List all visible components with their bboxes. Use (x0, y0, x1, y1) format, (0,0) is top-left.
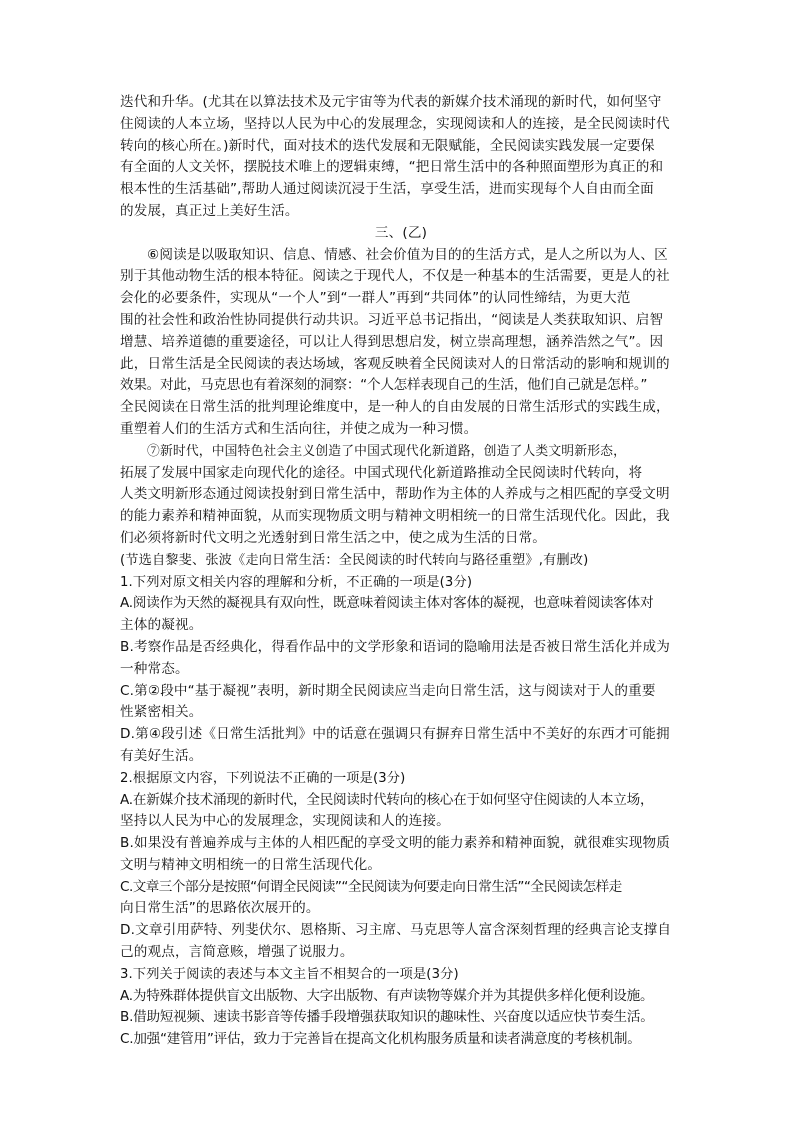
text-line: 重塑着人们的生活方式和生活向往，并使之成为一种习惯。 (120, 420, 478, 437)
text-line: ⑥阅读是以吸取知识、信息、情感、社会价值为目的的生活方式，是人之所以为人、区 (147, 246, 668, 263)
option-d: D.第④段引述《日常生活批判》中的话意在强调只有摒弃日常生活中不美好的东西才可能拥 (120, 726, 670, 743)
text-line: 拓展了发展中国家走向现代化的途径。中国式现代化新道路推动全民阅读时代转向，将 (120, 464, 643, 481)
option-c: C.第②段中“基于凝视”表明，新时期全民阅读应当走向日常生活，这与阅读对于人的重要 (120, 682, 656, 699)
question-1 (120, 572, 682, 768)
text-line: 效果。对此，马克思也有着深刻的洞察：“个人怎样表现自己的生活，他们自己就是怎样。” (120, 377, 648, 394)
option-c-cont: 向日常生活”的思路依次展开的。 (120, 900, 320, 917)
text-line: 围的社会性和政治性协同提供行动共识。习近平总书记指出，“阅读是人类获取知识、启智 (120, 311, 664, 328)
text-line: ⑦新时代，中国特色社会主义创造了中国式现代化新道路，创造了人类文明新形态， (147, 443, 627, 459)
option-b: B.考察作品是否经典化，得看作品中的文学形象和语词的隐喻用法是否被日常生活化并成为 (120, 638, 670, 655)
passage-a-tail (120, 92, 682, 223)
option-c: C.文章三个部分是按照“何谓全民阅读”“全民阅读为何要走向日常生活”“全民阅读怎样走 (120, 878, 622, 895)
option-b: B.如果没有普遍养成与主体的人相匹配的享受文明的能力素养和精神面貌，就很难实现物质 (120, 835, 670, 852)
paragraph-6 (120, 245, 682, 441)
text-line: 增慧、培养道德的重要途径，可以让人得到思想启发，树立崇高理想，涵养浩然之气”。因 (120, 333, 664, 350)
option-a-cont: 主体的凝视。 (120, 617, 203, 634)
option-c: C.加强“建管用”评估，致力于完善旨在提高文化机构服务质量和读者满意度的考核机制。 (120, 1031, 641, 1048)
text-line: 转向的核心所在。)新时代，面对技术的迭代发展和无限赋能，全民阅读实践发展一定要保 (120, 137, 655, 154)
text-line: 住阅读的人本立场，坚持以人民为中心的发展理念，实现阅读和人的连接，是全民阅读时代 (120, 115, 670, 132)
question-3 (120, 964, 682, 1051)
source-note: (节选自黎斐、张波《走向日常生活：全民阅读的时代转向与路径重塑》,有删改) (120, 552, 589, 568)
text-line: 全民阅读在日常生活的批判理论维度中，是一种人的自由发展的日常生活形式的实践生成， (120, 399, 670, 416)
text-line: 们必须将新时代文明之光透射到日常生活之中，使之成为生活的日常。 (120, 529, 547, 546)
option-c-cont: 性紧密相关。 (120, 704, 203, 721)
text-line: 别于其他动物生活的根本特征。阅读之于现代人，不仅是一种基本的生活需要，更是人的社 (120, 268, 670, 285)
section-title: 三、(乙) (374, 224, 428, 241)
text-line: 人类文明新形态通过阅读投射到日常生活中，帮助作为主体的人养成与之相匹配的享受文明 (120, 486, 670, 503)
text-line: 的发展，真正过上美好生活。 (120, 202, 299, 219)
page-content (120, 92, 682, 1051)
text-line: 根本性的生活基础”,帮助人通过阅读沉浸于生活，享受生活，进而实现每个人自由而全面 (120, 181, 654, 198)
option-b-cont: 一种常态。 (120, 660, 189, 677)
text-line: 迭代和升华。(尤其在以算法技术及元宇宙等为代表的新媒介技术涌现的新时代，如何坚守 (120, 94, 662, 110)
text-line: 会化的必要条件，实现从“一个人”到“一群人”再到“共同体”的认同性缔结，为更大范 (120, 290, 631, 307)
option-d: D.文章引用萨特、列斐伏尔、恩格斯、习主席、马克思等人富含深刻哲理的经典言论支撑自 (120, 922, 672, 939)
question-2 (120, 768, 682, 964)
option-a-cont: 坚持以人民为中心的发展理念，实现阅读和人的连接。 (120, 813, 450, 830)
option-a: A.为特殊群体提供盲文出版物、大字出版物、有声读物等媒介并为其提供多样化便利设施。 (120, 987, 654, 1004)
option-d-cont: 己的观点，言简意赅，增强了说服力。 (120, 944, 354, 961)
question-stem: 3.下列关于阅读的表述与本文主旨不相契合的一项是(3分) (120, 966, 459, 982)
text-line: 有全面的人文关怀，摆脱技术唯上的逻辑束缚，“把日常生活中的各种照面塑形为真正的和 (120, 159, 664, 176)
text-line: 此，日常生活是全民阅读的表达场域，客观反映着全民阅读对人的日常活动的影响和规训的 (120, 355, 670, 372)
question-stem: 1.下列对原文相关内容的理解和分析，不正确的一项是(3分) (120, 574, 473, 590)
option-d-cont: 有美好生活。 (120, 747, 203, 764)
text-line: 的能力素养和精神面貌，从而实现物质文明与精神文明相统一的日常生活现代化。因此，我 (120, 508, 670, 525)
option-b-cont: 文明与精神文明相统一的日常生活现代化。 (120, 856, 382, 873)
question-stem: 2.根据原文内容，下列说法不正确的一项是(3分) (120, 770, 406, 786)
option-b: B.借助短视频、速读书影音等传播手段增强获取知识的趣味性、兴奋度以适应快节奏生活。 (120, 1009, 654, 1026)
option-a: A.阅读作为天然的凝视具有双向性，既意味着阅读主体对客体的凝视，也意味着阅读客体对 (120, 595, 654, 612)
option-a: A.在新媒介技术涌现的新时代，全民阅读时代转向的核心在于如何坚守住阅读的人本立场， (120, 791, 654, 808)
paragraph-7 (120, 441, 682, 550)
